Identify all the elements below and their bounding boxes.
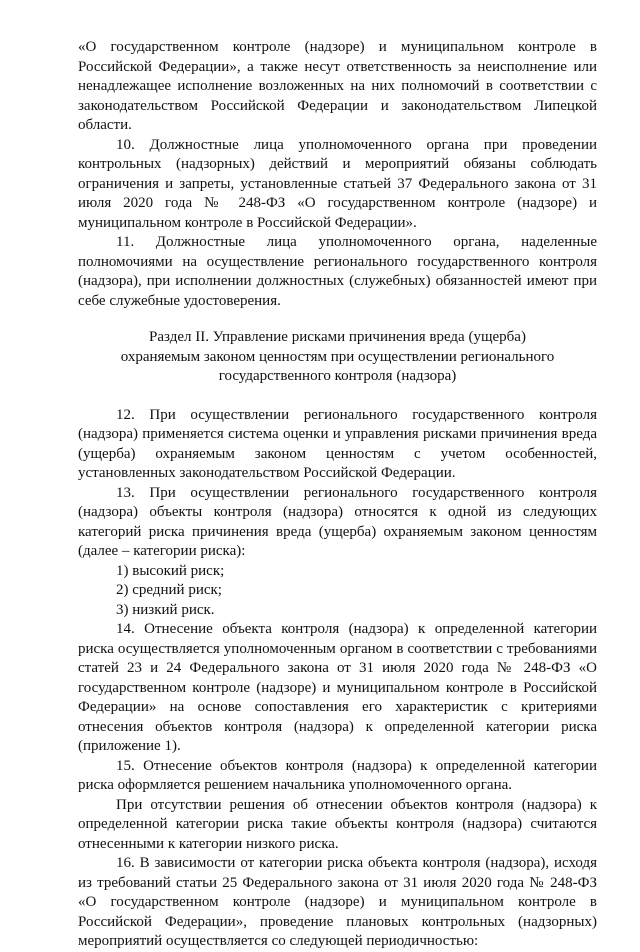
paragraph-15: 15. Отнесение объектов контроля (надзора) к определенной категории риска оформляется решением начальника уполномоченного органа. (78, 757, 597, 793)
section-heading (78, 328, 597, 387)
paragraph-13: 13. При осуществлении регионального государственного контроля (надзора) объекты контроля (надзора) относятся к одной из следующих категорий риска причинения вреда (ущерба) охраняемым законом ценностям (далее – категории риска): (78, 484, 597, 559)
list-item: 3) низкий риск. (116, 601, 215, 618)
section-heading-line: охраняемым законом ценностям при осуществлении регионального (120, 348, 555, 365)
paragraph-16: 16. В зависимости от категории риска объекта контроля (надзора), исходя из требований статьи 25 Федерального закона от 31 июля 2020 года № 248-ФЗ «О государственном контроле (надзоре) и муниципальном контроле в Российской Федерации», проведение плановых контрольных (надзорных) мероприятий осуществляется со следующей периодичностью: (78, 855, 597, 949)
section-heading-line: Раздел II. Управление рисками причинения вреда (ущерба) (149, 329, 526, 345)
paragraph-10: 10. Должностные лица уполномоченного органа при проведении контрольных (надзорных) действий и мероприятий обязаны соблюдать ограничения и запреты, установленные статьей 37 Федерального закона от 31 июля 2020 года № 248-ФЗ «О государственном контроле (надзоре) и муниципальном контроле в Российской Федерации». (78, 136, 597, 231)
paragraph-continuation: «О государственном контроле (надзоре) и муниципальном контроле в Российской Федерации», а также несут ответственность за неисполнение или ненадлежащее исполнение возложенных на них полномочий в соответствии с законодательством Российской Федерации и законодательством Липецкой области. (78, 39, 597, 133)
paragraph-15-continued: При отсутствии решения об отнесении объектов контроля (надзора) к определенной категории риска такие объекты контроля (надзора) считаются отнесенными к категории низкого риска. (78, 796, 597, 852)
paragraph-14: 14. Отнесение объекта контроля (надзора) к определенной категории риска осуществляется уполномоченным органом в соответствии с требованиями статей 23 и 24 Федерального закона от 31 июля 2020 года № 248-ФЗ «О государственном контроле (надзоре) и муниципальном контроле в Российской Федерации» на основе сопоставления его характеристик с критериями отнесения объектов контроля (надзора) к определенной категории риска (приложение 1). (78, 621, 597, 754)
section-heading-line: государственного контроля (надзора) (218, 368, 457, 384)
list-item: 2) средний риск; (116, 582, 222, 598)
paragraph-12: 12. При осуществлении регионального государственного контроля (надзора) применяется система оценки и управления рисками причинения вреда (ущерба) охраняемым законом ценностям с учетом особенностей, установленных законодательством Российской Федерации. (78, 406, 597, 481)
paragraph-11: 11. Должностные лица уполномоченного органа, наделенные полномочиями на осуществление регионального государственного контроля (надзора), при исполнении должностных (служебных) обязанностей имеют при себе служебные удостоверения. (78, 234, 597, 309)
list-item: 1) высокий риск; (116, 562, 225, 579)
document-body (78, 38, 597, 952)
